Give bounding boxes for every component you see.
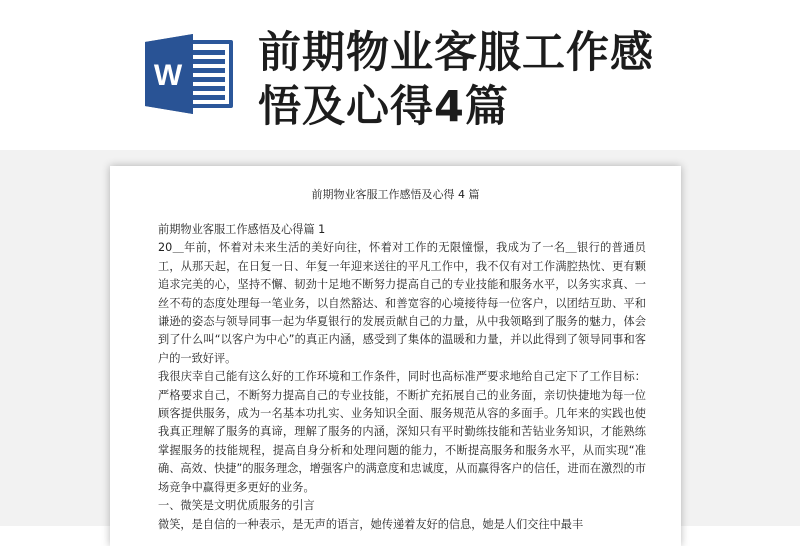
document-page xyxy=(110,166,681,546)
document-body xyxy=(158,221,646,534)
paragraph: 20＿年前，怀着对未来生活的美好向往，怀着对工作的无限憧憬，我成为了一名＿银行的普通员工，从那天起，在日复一日、年复一年迎来送往的平凡工作中，我不仅有对工作满腔热忱、更有颗追求完美的心，坚持不懈、韧劲十足地不断努力提高自己的专业技能和服务水平，以务实求真、一丝不苟的态度处理每一笔业务，以自然豁达、和善宽容的心境接待每一位客户，以团结互助、平和谦逊的姿态与领导同事一起为华夏银行的发展贡献自己的力量，从中我领略到了服务的魅力，体会到了什么叫“以客户为中心”的真正内涵，感受到了集体的温暖和力量，并以此得到了领导同事和客户的一致好评。 xyxy=(158,241,646,365)
page-title xyxy=(258,26,698,134)
subheading: 一、微笑是文明优质服务的引言 xyxy=(158,499,315,513)
svg-text:W: W xyxy=(153,59,183,92)
document-title: 前期物业客服工作感悟及心得 4 篇 xyxy=(311,188,480,201)
page-title-line-1: 前期物业客服工作感 xyxy=(258,28,654,78)
paragraph: 我很庆幸自己能有这么好的工作环境和工作条件，同时也高标准严要求地给自己定下了工作目标：严格要求自己，不断努力提高自己的专业技能，不断扩充拓展自己的业务面，亲切快捷地为每一位顾客提供服务，成为一名基本功扎实、业务知识全面、服务规范从容的多面手。几年来的实践也使我真正理解了服务的真谛，理解了服务的内涵，深知只有平时勤练技能和苦钻业务知识，才能熟练掌握服务的技能规程，提高自身分析和处理问题的能力，不断提高服务和服务水平，从而实现“准确、高效、快捷”的服务理念，增强客户的满意度和忠诚度，从而赢得客户的信任，进而在激烈的市场竞争中赢得更多更好的业务。 xyxy=(158,370,646,494)
page-title-line-2: 悟及心得4篇 xyxy=(258,82,509,132)
paragraph: 微笑，是自信的一种表示，是无声的语言，她传递着友好的信息，她是人们交往中最丰 xyxy=(158,517,584,531)
section-heading: 前期物业客服工作感悟及心得篇 1 xyxy=(158,223,326,236)
word-document-icon xyxy=(141,34,237,114)
